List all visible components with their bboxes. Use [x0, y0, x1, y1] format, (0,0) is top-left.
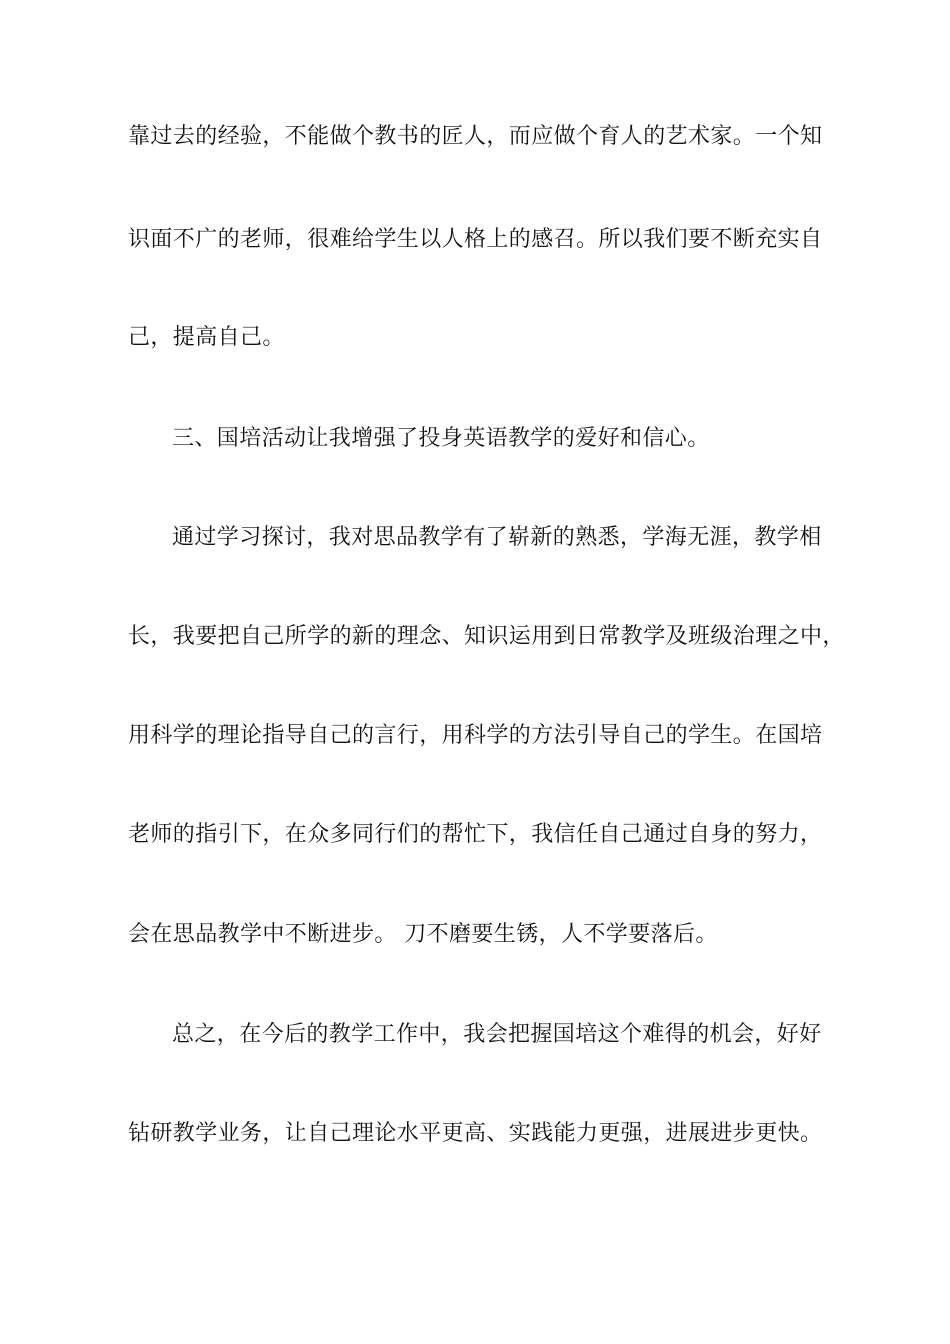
- text-line: 己，提高自己。: [128, 325, 285, 350]
- text-line: 总之，在今后的教学工作中，我会把握国培这个难得的机会，好好: [172, 1022, 822, 1047]
- text-line: 通过学习探讨，我对思品教学有了崭新的熟悉，学海无涯，教学相: [172, 525, 822, 550]
- text-line: 钻研教学业务，让自己理论水平更高、实践能力更强，进展进步更快。: [128, 1121, 823, 1146]
- text-line: 会在思品教学中不断进步。 刀不磨要生锈，人不学要落后。: [128, 922, 718, 947]
- text-line: 靠过去的经验，不能做个教书的匠人，而应做个育人的艺术家。一个知: [128, 124, 823, 149]
- text-line: 用科学的理论指导自己的言行，用科学的方法引导自己的学生。在国培: [128, 723, 823, 748]
- text-line: 识面不广的老师，很难给学生以人格上的感召。所以我们要不断充实自: [128, 227, 823, 252]
- section-heading: 三、国培活动让我增强了投身英语教学的爱好和信心。: [172, 426, 710, 451]
- text-line: 老师的指引下，在众多同行们的帮忙下，我信任自己通过自身的努力，: [128, 822, 823, 847]
- text-line: 长，我要把自己所学的新的理念、知识运用到日常教学及班级治理之中，: [128, 624, 845, 649]
